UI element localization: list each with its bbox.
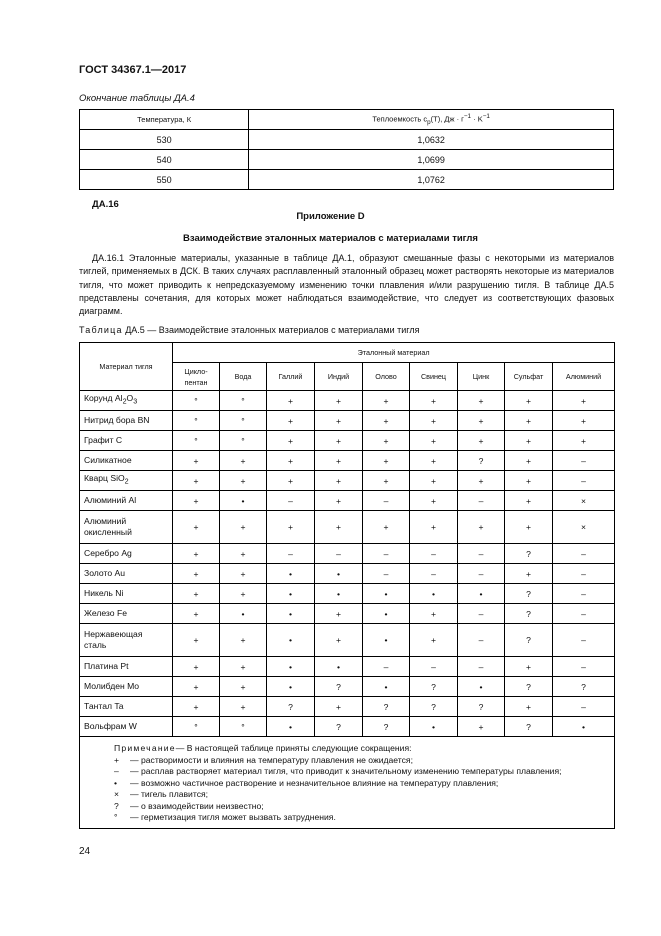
cell: + <box>505 697 553 717</box>
cell: – <box>553 604 615 624</box>
cell: ? <box>410 677 458 697</box>
cell: – <box>458 544 505 564</box>
page-number: 24 <box>79 846 91 857</box>
cell: ? <box>315 717 363 737</box>
cell: + <box>363 391 410 411</box>
cell: • <box>315 657 363 677</box>
cell: + <box>410 411 458 431</box>
cell: – <box>458 491 505 511</box>
material-name: Никель Ni <box>80 584 173 604</box>
col-ref-4: Олово <box>363 363 410 391</box>
table-header-row <box>80 110 614 130</box>
cell: ? <box>505 624 553 657</box>
material-name: Графит C <box>80 431 173 451</box>
cell: • <box>267 657 315 677</box>
cell: + <box>458 511 505 544</box>
cell: – <box>363 657 410 677</box>
table-row <box>80 511 615 544</box>
cell: ? <box>363 717 410 737</box>
appendix-title: Взаимодействие эталонных материалов с материалами тигля <box>183 233 478 244</box>
table-row <box>80 657 615 677</box>
cell: + <box>173 677 220 697</box>
cell: + <box>458 717 505 737</box>
cell: + <box>458 411 505 431</box>
cell: – <box>553 697 615 717</box>
table-row <box>80 411 615 431</box>
cell: + <box>173 544 220 564</box>
table-row <box>80 677 615 697</box>
cell: • <box>363 584 410 604</box>
table-row <box>80 544 615 564</box>
material-name: Силикатное <box>80 451 173 471</box>
cell: ° <box>220 431 267 451</box>
cell: + <box>315 391 363 411</box>
cell: + <box>220 544 267 564</box>
cell: – <box>553 471 615 491</box>
material-name: Нержавеющая сталь <box>80 624 173 657</box>
cell: + <box>267 471 315 491</box>
cell: + <box>505 564 553 584</box>
cell: • <box>267 564 315 584</box>
section-number: ДА.16 <box>92 199 119 210</box>
cell: + <box>220 657 267 677</box>
cell: + <box>267 511 315 544</box>
cell: 530 <box>80 130 249 150</box>
material-name: Платина Pt <box>80 657 173 677</box>
col-ref-8: Алюминий <box>553 363 615 391</box>
table-caption: Таблица ДА.5 — Взаимодействие эталонных материалов с материалами тигля <box>79 325 420 335</box>
cell: + <box>220 564 267 584</box>
cell: • <box>267 717 315 737</box>
cell: • <box>410 717 458 737</box>
cell: – <box>553 451 615 471</box>
table-row <box>80 471 615 491</box>
cell: • <box>363 604 410 624</box>
cell: + <box>505 471 553 491</box>
cell: + <box>505 491 553 511</box>
table-row <box>80 130 614 150</box>
cell: + <box>173 564 220 584</box>
table-row <box>80 717 615 737</box>
cell: + <box>363 431 410 451</box>
cell: • <box>315 584 363 604</box>
cell: ° <box>173 717 220 737</box>
table-note-row <box>80 737 615 829</box>
material-name: Железо Fe <box>80 604 173 624</box>
col-ref-7: Сульфат <box>505 363 553 391</box>
paragraph: ДА.16.1 Эталонные материалы, указанные в таблице ДА.1, образуют смешанные фазы с некоторыми из материалов тиглей, применяемых в ДСК. В таких случаях расплавленный эталонный образец может растворять некоторые из материалов тигля, что может приводить к непредсказуемому изменению точки плавления и/или разрушению тигля. В таблице ДА.5 представлены сочетания, для которых может наблюдаться взаимодействие, что следует из соответствующих фазовых диаграмм. <box>79 253 614 317</box>
cell: + <box>410 431 458 451</box>
cell: + <box>363 411 410 431</box>
cell: + <box>220 697 267 717</box>
cell: – <box>363 491 410 511</box>
cell: – <box>553 544 615 564</box>
cell: 1,0632 <box>249 130 614 150</box>
cell: ? <box>267 697 315 717</box>
material-name: Вольфрам W <box>80 717 173 737</box>
cell: + <box>410 604 458 624</box>
cell: – <box>410 544 458 564</box>
cell: ° <box>220 411 267 431</box>
cell: • <box>458 677 505 697</box>
cell: + <box>458 471 505 491</box>
cell: + <box>458 391 505 411</box>
cell: 1,0762 <box>249 170 614 190</box>
table-row <box>80 150 614 170</box>
cell: – <box>410 564 458 584</box>
cell: + <box>458 431 505 451</box>
cell: + <box>410 451 458 471</box>
table-da4 <box>79 109 614 190</box>
cell: ? <box>505 544 553 564</box>
cell: + <box>267 451 315 471</box>
cell: + <box>410 491 458 511</box>
cell: • <box>315 564 363 584</box>
cell: + <box>315 511 363 544</box>
cell: + <box>363 511 410 544</box>
cell: + <box>410 511 458 544</box>
cell: + <box>410 391 458 411</box>
table-row <box>80 604 615 624</box>
col-material: Материал тигля <box>80 343 173 391</box>
cell: + <box>173 511 220 544</box>
note-item: × — тигель плавится; <box>114 789 209 799</box>
table-row <box>80 624 615 657</box>
cell: + <box>220 624 267 657</box>
cell: + <box>173 624 220 657</box>
table-row <box>80 391 615 411</box>
col-temperature: Температура, К <box>80 110 249 130</box>
cell: • <box>267 624 315 657</box>
note-item: ° — герметизация тигля может вызвать затруднения. <box>114 812 336 822</box>
cell: ° <box>173 411 220 431</box>
cell: 540 <box>80 150 249 170</box>
cell: • <box>553 717 615 737</box>
cell: + <box>220 677 267 697</box>
table-header-row <box>80 343 615 363</box>
cell: + <box>410 471 458 491</box>
cell: ° <box>173 391 220 411</box>
cell: + <box>505 451 553 471</box>
col-ref-1: Вода <box>220 363 267 391</box>
cell: – <box>458 564 505 584</box>
cell: + <box>505 657 553 677</box>
cell: ° <box>220 717 267 737</box>
cell: + <box>173 451 220 471</box>
col-ref-2: Галлий <box>267 363 315 391</box>
cell: ? <box>505 677 553 697</box>
cell: – <box>553 584 615 604</box>
cell: 550 <box>80 170 249 190</box>
cell: + <box>553 411 615 431</box>
cell: ? <box>505 604 553 624</box>
table-note: Примечание — В настоящей таблице приняты следующие сокращения: + — растворимости и влияния на температуру плавления не ожидается; – — расплав растворяет материал тигля, что приводит к значительному изменению температуры плавления; • — возможно частичное растворение и незначительное влияние на температуру плавления; × — тигель плавится; ? — о взаимодействии неизвестно; ° — герметизация тигля может вызвать затруднения. <box>80 737 615 829</box>
table-da5 <box>79 342 615 829</box>
material-name: Корунд $Al_2O_3$ <box>80 391 173 411</box>
cell: – <box>363 544 410 564</box>
cell: + <box>173 604 220 624</box>
cell: – <box>458 657 505 677</box>
cell: + <box>315 697 363 717</box>
cell: – <box>458 624 505 657</box>
note-item: ? — о взаимодействии неизвестно; <box>114 800 264 811</box>
cell: – <box>267 491 315 511</box>
cell: • <box>267 584 315 604</box>
cell: + <box>505 511 553 544</box>
col-ref-0: Цикло- пентан <box>173 363 220 391</box>
cell: ? <box>315 677 363 697</box>
cell: • <box>220 491 267 511</box>
cell: + <box>315 604 363 624</box>
cell: + <box>505 411 553 431</box>
table-row <box>80 431 615 451</box>
cell: • <box>363 624 410 657</box>
cell: + <box>410 624 458 657</box>
cell: ° <box>220 391 267 411</box>
note-item: • — возможно частичное растворение и незначительное влияние на температуру плавления; <box>114 777 499 788</box>
col-ref-3: Индий <box>315 363 363 391</box>
table-row <box>80 170 614 190</box>
table-row <box>80 697 615 717</box>
cell: + <box>220 584 267 604</box>
table-row <box>80 451 615 471</box>
cell: ° <box>173 431 220 451</box>
cell: + <box>363 451 410 471</box>
table-row <box>80 564 615 584</box>
cell: + <box>553 391 615 411</box>
cell: + <box>315 624 363 657</box>
cell: + <box>267 431 315 451</box>
cell: – <box>363 564 410 584</box>
cell: + <box>553 431 615 451</box>
table-row <box>80 584 615 604</box>
cell: + <box>315 491 363 511</box>
cell: + <box>505 431 553 451</box>
cell: • <box>267 677 315 697</box>
cell: + <box>220 451 267 471</box>
cell: – <box>458 604 505 624</box>
cell: • <box>410 584 458 604</box>
cell: + <box>505 391 553 411</box>
table-continuation-label: Окончание таблицы ДА.4 <box>79 93 195 104</box>
material-name: Серебро Ag <box>80 544 173 564</box>
cell: ? <box>553 677 615 697</box>
cell: + <box>173 584 220 604</box>
cell: + <box>173 697 220 717</box>
document-header: ГОСТ 34367.1—2017 <box>79 64 187 76</box>
cell: – <box>553 564 615 584</box>
cell: • <box>267 604 315 624</box>
cell: ? <box>458 697 505 717</box>
appendix-heading: Приложение D <box>296 211 365 222</box>
cell: × <box>553 511 615 544</box>
col-heat-capacity: Теплоемкость $c_p(T)$, Дж · $г^{-1} \cdot K^{-1}$ <box>249 110 614 130</box>
cell: + <box>173 491 220 511</box>
cell: × <box>553 491 615 511</box>
material-name: Кварц SiO$_2$ <box>80 471 173 491</box>
cell: – <box>410 657 458 677</box>
cell: + <box>363 471 410 491</box>
material-name: Золото Au <box>80 564 173 584</box>
cell: + <box>315 471 363 491</box>
cell: • <box>363 677 410 697</box>
cell: + <box>267 391 315 411</box>
cell: + <box>220 511 267 544</box>
note-item: – — расплав растворяет материал тигля, что приводит к значительному изменению температуры плавления; <box>114 766 562 776</box>
col-ref-5: Свинец <box>410 363 458 391</box>
col-ref-6: Цинк <box>458 363 505 391</box>
table-row <box>80 491 615 511</box>
material-name: Алюминий Al <box>80 491 173 511</box>
material-name: Молибден Mo <box>80 677 173 697</box>
material-name: Алюминий окисленный <box>80 511 173 544</box>
cell: – <box>315 544 363 564</box>
cell: + <box>315 411 363 431</box>
cell: – <box>553 657 615 677</box>
material-name: Нитрид бора BN <box>80 411 173 431</box>
cell: + <box>173 471 220 491</box>
cell: + <box>315 431 363 451</box>
cell: + <box>267 411 315 431</box>
cell: ? <box>505 584 553 604</box>
cell: ? <box>458 451 505 471</box>
cell: + <box>173 657 220 677</box>
cell: + <box>220 471 267 491</box>
cell: • <box>220 604 267 624</box>
cell: • <box>458 584 505 604</box>
note-item: + — растворимости и влияния на температуру плавления не ожидается; <box>114 754 413 765</box>
cell: ? <box>410 697 458 717</box>
group-header: Эталонный материал <box>173 343 615 363</box>
material-name: Тантал Ta <box>80 697 173 717</box>
cell: ? <box>363 697 410 717</box>
cell: + <box>315 451 363 471</box>
cell: – <box>267 544 315 564</box>
cell: – <box>553 624 615 657</box>
cell: ? <box>505 717 553 737</box>
cell: 1,0699 <box>249 150 614 170</box>
